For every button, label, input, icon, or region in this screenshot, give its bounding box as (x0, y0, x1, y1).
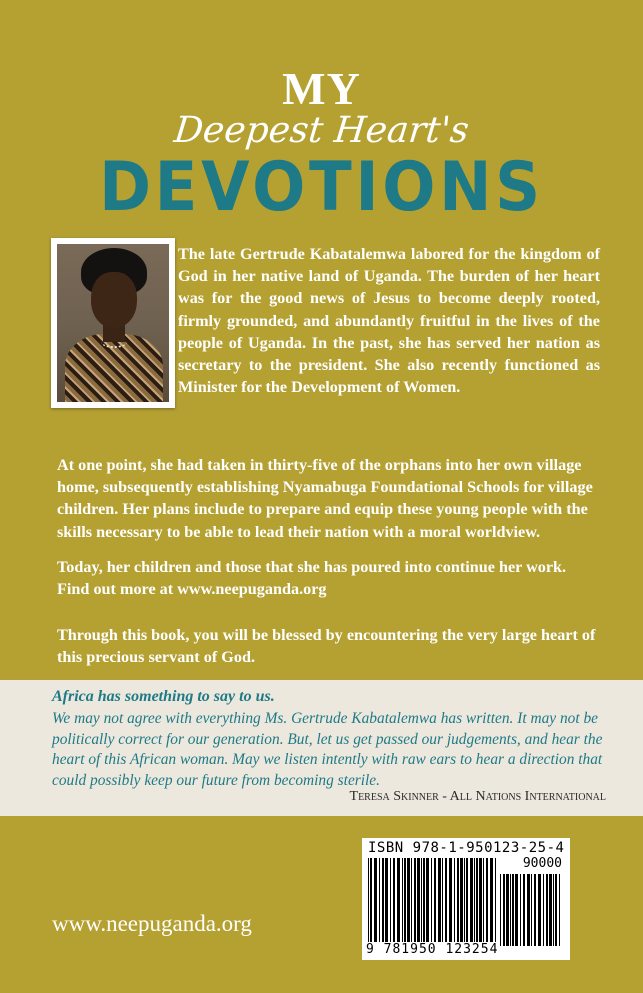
price-code: 90000 (522, 856, 562, 871)
barcode-digits: 9 781950 123254 (366, 942, 499, 957)
isbn-barcode (362, 838, 570, 960)
endorsement-attribution: Teresa Skinner - All Nations International (349, 789, 606, 804)
author-portrait-image (57, 244, 169, 402)
barcode-bars-icon (368, 858, 496, 946)
isbn-text: ISBN 978-1-950123-25-4 (368, 840, 565, 856)
author-photo (51, 238, 175, 408)
endorsement-heading: Africa has something to say to us. (52, 688, 275, 705)
orphans-paragraph: At one point, she had taken in thirty-five of the orphans into her own village home, subsequently establishing Nyamabuga Foundational Schools for village children. Her plans include to prepare and equip these young people with the skills necessary to be able to lead their nation with a moral worldview. (57, 456, 593, 541)
legacy-paragraph: Today, her children and those that she has poured into continue her work. Find out more at www.neepuganda.org (57, 558, 567, 599)
barcode-addon-bars-icon (500, 874, 560, 946)
title-my: MY (282, 63, 361, 114)
endorsement-body: We may not agree with everything Ms. Gertrude Kabatalemwa has written. It may not be politically correct for our generation. But, let us get passed our judgements, and hear the heart of this African woman. May we listen intently with raw ears to hear a direction that could possibly keep our future from becoming sterile. (52, 710, 603, 789)
website-link[interactable]: www.neepuganda.org (52, 911, 252, 936)
title-devotions: DEVOTIONS (99, 148, 544, 227)
blessing-paragraph: Through this book, you will be blessed by encountering the very large heart of this precious servant of God. (57, 626, 596, 667)
author-bio: The late Gertrude Kabatalemwa labored for the kingdom of God in her native land of Uganda. The burden of her heart was for the good news of Jesus to become deeply rooted, firmly grounded, and abundantly fruitful in the lives of the people of Uganda. In the past, she has served her nation as secretary to the president. She also recently functioned as Minister for the Development of Women. (178, 245, 600, 397)
title-deepest-hearts: Deepest Heart's (172, 110, 471, 151)
